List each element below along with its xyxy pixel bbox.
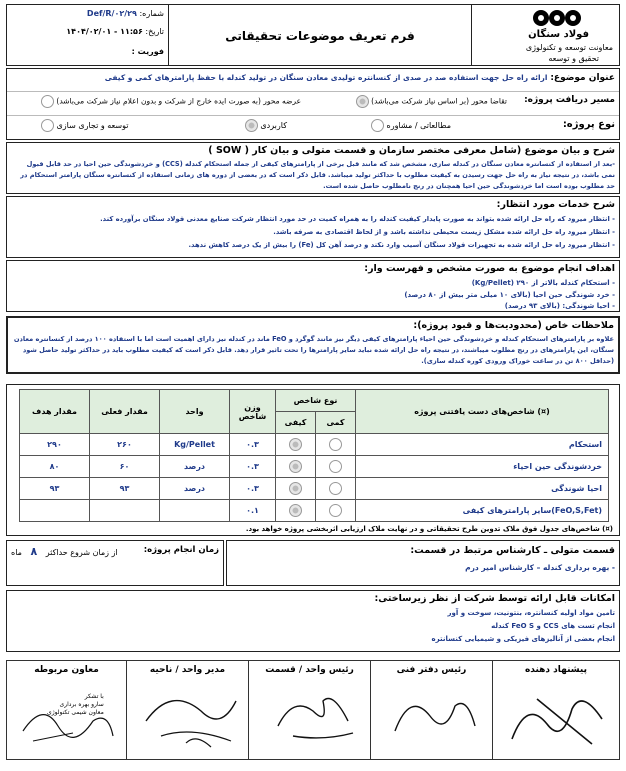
receive-supply-radio[interactable]: [41, 95, 54, 108]
dept-line-2: تحقیق و توسعه: [548, 54, 599, 63]
expert-section: [226, 540, 620, 586]
indicator-name: استحکام: [356, 434, 609, 456]
approval-stamp: با تشکر سارو بهره برداری معاون شیمی تکنولوژی: [47, 693, 104, 716]
qual-radio[interactable]: [289, 482, 302, 495]
current-cell: [90, 500, 160, 522]
table-row: [20, 500, 609, 522]
type-applied-label: کاربردی: [260, 121, 287, 130]
signature-mark: [253, 681, 369, 751]
indicator-name: احیا شوندگی: [356, 478, 609, 500]
signature-title: پیشنهاد دهنده: [524, 665, 587, 675]
indicator-name: سایر پارامترهای کیفی(FeO,S,Fet): [356, 500, 609, 522]
receive-option-demand[interactable]: [356, 95, 507, 108]
unit-cell: [160, 500, 230, 522]
signature-title: مدیر واحد / ناحیه: [149, 665, 226, 675]
subject-label: عنوان موضوع:: [550, 73, 615, 83]
table-row: [20, 434, 609, 456]
signature-box-manager: [127, 660, 249, 760]
type-study-radio[interactable]: [371, 119, 384, 132]
signature-box-deputy: [6, 660, 127, 760]
header-quant: کمی: [316, 412, 356, 434]
duration-label: زمان انجام پروژه:: [143, 545, 219, 555]
goals-line-1: - استحکام کندله بالاتر از ۲۹۰ (Kg/Pellet): [471, 279, 615, 287]
receive-label: مسیر دریافت پروژه:: [524, 95, 615, 105]
type-option-commercial[interactable]: [41, 119, 128, 132]
signature-box-tech-office: [371, 660, 493, 760]
notes-section: [6, 316, 620, 374]
facilities-line-1: تامین مواد اولیه کنسانتره، بنتونیت، سوخت و آور: [447, 609, 615, 617]
header-type: نوع شاخص: [276, 390, 356, 412]
target-cell: ۸۰: [20, 456, 90, 478]
quant-radio[interactable]: [329, 460, 342, 473]
qual-radio[interactable]: [289, 504, 302, 517]
facilities-line-2: انجام تست های CCS و FeO S کندله: [491, 622, 615, 630]
notes-title: ملاحظات خاص (محدودیت‌ها و قیود پروژه):: [413, 320, 614, 331]
signature-mark: [13, 691, 123, 751]
target-cell: ۹۳: [20, 478, 90, 500]
number-value: Def/R/۰۲/۲۹: [86, 9, 137, 18]
facilities-section: [6, 590, 620, 652]
services-section: [6, 196, 620, 258]
qual-radio[interactable]: [289, 460, 302, 473]
duration-unit: ماه: [11, 548, 22, 557]
indicators-table: [19, 389, 609, 522]
subject-text: ارائه راه حل جهت استفاده صد در صدی از کنسانتره تولیدی معادن سنگان در تولید کندله با حفظ پارامترهای کمی و کیفی: [104, 73, 548, 82]
date-value: ۱۱:۵۶ - ۱۴۰۴/۰۲/۰۱: [66, 27, 143, 36]
meta-block: [7, 5, 169, 65]
signature-box-unit-head: [249, 660, 371, 760]
receive-supply-label: عرضه محور (به صورت ایده خارج از شرکت و بدون اعلام نیاز شرکت می‌باشد): [56, 96, 302, 106]
table-row: [20, 478, 609, 500]
type-applied-radio[interactable]: [245, 119, 258, 132]
current-cell: ۹۳: [90, 478, 160, 500]
indicator-name: خردشوندگی حین احیاء: [356, 456, 609, 478]
signature-mark: [375, 681, 491, 751]
header: [6, 4, 620, 66]
services-line-1: - انتظار میرود که راه حل ارائه شده بتواند به صورت پایدار کیفیت کندله را به همراه کمیت در حد مورد انتظار شرکت صنایع معدنی فولاد سنگان برآورده کند.: [100, 215, 615, 223]
type-option-applied[interactable]: [245, 119, 287, 132]
quant-cell: [316, 478, 356, 500]
sow-section: [6, 142, 620, 194]
company-logo: [527, 7, 587, 29]
header-qual: کیفی: [276, 412, 316, 434]
unit-cell: Kg/Pellet: [160, 434, 230, 456]
number-label: شماره:: [139, 9, 164, 18]
signature-mark: [497, 679, 617, 754]
duration-text: از زمان شروع حداکثر: [45, 548, 118, 557]
unit-cell: درصد: [160, 478, 230, 500]
signature-title: معاون مربوطه: [34, 665, 99, 675]
header-weight: وزن شاخص: [230, 390, 276, 434]
expert-title: قسمت متولی ـ کارشناس مرتبط در قسمت:: [410, 545, 615, 556]
type-commercial-radio[interactable]: [41, 119, 54, 132]
qual-cell: [276, 478, 316, 500]
dept-line-1: معاونت توسعه و تکنولوژی: [525, 43, 613, 52]
receive-demand-radio[interactable]: [356, 95, 369, 108]
header-current: مقدار فعلی: [90, 390, 160, 434]
receive-demand-label: تقاضا محور (بر اساس نیاز شرکت می‌باشد): [371, 96, 507, 106]
quant-radio[interactable]: [329, 504, 342, 517]
weight-cell: ۰.۱: [230, 500, 276, 522]
table-note: (¤) شاخص‌های جدول فوق ملاک تدوین طرح تحقیقاتی و در نهایت ملاک ارزیابی اثربخشی پروژه خواهد بود.: [245, 525, 613, 533]
services-line-3: - انتظار میرود راه حل ارائه شده به تجهیزات فولاد سنگان آسیب وارد نکند و درصد آهن کل (Fe) را بیش از یک درصد کاهش ندهد.: [188, 241, 615, 249]
services-line-2: - انتظار میرود راه حل ارائه شده مشکل زیست محیطی نداشته باشد و از لحاظ اقتصادی به صرفه باشد.: [273, 228, 615, 236]
goals-line-3: - احیا شوندگی: (بالای ۹۳ درصد): [504, 302, 615, 310]
expert-text: - بهره برداری کندله – کارشناس امیر درم: [465, 563, 615, 572]
urgency-label: فوریت :: [131, 47, 164, 56]
date-label: تاریخ:: [145, 27, 164, 36]
quant-cell: [316, 456, 356, 478]
indicators-section: [6, 384, 620, 536]
signature-title: رئیس واحد / قسمت: [265, 665, 354, 675]
duration-section: [6, 540, 224, 586]
type-study-label: مطالعاتی / مشاوره: [386, 121, 451, 130]
company-name: فولاد سنگان: [528, 29, 589, 40]
qual-radio[interactable]: [289, 438, 302, 451]
quant-cell: [316, 500, 356, 522]
current-cell: ۲۶۰: [90, 434, 160, 456]
sow-text: -بعد از استفاده از کنسانتره معادن سنگان در کندله سازی، مشخص شد که مانند قبل برخی از پارامترهای کیفی از جمله استحکام کندله (CCS) و خردشوندگی حین احیا در حد قابل قبول نمی باشد، در نتیجه نیاز به راه حل جهت رسیدن به کیفیت مطلوب با حداکثر تولید میباشد. قابل ذکر است که در بعضی از دوره های زمانی استفاده از کنسانتره سنگان پارامتر استحکام در حد مطلوب بوده است اما خردشوندگی حین احیا همچنان در رنج نامطلوب حاصل شده است.: [20, 160, 615, 190]
signature-title: رئیس دفتر فنی: [396, 665, 467, 675]
facilities-line-3: انجام بعضی از آنالیزهای فیزیکی و شیمیایی کنسانتره: [431, 635, 615, 643]
weight-cell: ۰.۳: [230, 478, 276, 500]
qual-cell: [276, 434, 316, 456]
qual-cell: [276, 500, 316, 522]
unit-cell: درصد: [160, 456, 230, 478]
logo-block: [471, 5, 619, 65]
duration-value: ۸: [30, 545, 38, 558]
current-cell: ۶۰: [90, 456, 160, 478]
goals-title: اهداف انجام موضوع به صورت مشخص و فهرست وار:: [364, 263, 615, 274]
target-cell: ۲۹۰: [20, 434, 90, 456]
qual-cell: [276, 456, 316, 478]
header-target: مقدار هدف: [20, 390, 90, 434]
header-unit: واحد: [160, 390, 230, 434]
signature-mark: [131, 681, 247, 751]
table-row: [20, 456, 609, 478]
target-cell: [20, 500, 90, 522]
quant-radio[interactable]: [329, 438, 342, 451]
quant-cell: [316, 434, 356, 456]
goals-section: [6, 260, 620, 312]
weight-cell: ۰.۳: [230, 434, 276, 456]
type-option-study[interactable]: [371, 119, 451, 132]
type-commercial-label: توسعه و تجاری سازی: [56, 121, 129, 130]
type-label: نوع پروژه:: [562, 119, 615, 130]
notes-text: علاوه بر پارامترهای استحکام کندله و خردشوندگی حین احیاء پارامترهای کیفی دیگر نیز مانند گوگرد و FeO ماند در کندله نیز دارای اهمیت است اما با استفاده ۱۰۰ درصد از کنسانتره معادن سنگان، این پارامترهای در رنج مطلوب میباشند، در نتیجه راه حل ارائه شده نباید سایر پارامترها را تحت تاثیر قرار دهد. قابل ذکر است که کیفیت مطلوب باید در حداکثر تولید حاصل شود (حداقل ۸۰۰ تن در ساعت خوراک ورودی کوره کندله سازی).: [13, 335, 614, 365]
receive-option-supply[interactable]: [41, 95, 301, 108]
signature-box-proposer: [493, 660, 620, 760]
goals-line-2: - خرد شوندگی حین احیا (بالای ۱۰ میلی متر بیش از ۸۰ درصد): [404, 291, 615, 299]
quant-radio[interactable]: [329, 482, 342, 495]
form-title: فرم تعریف موضوعات تحقیقاتی: [225, 29, 415, 43]
facilities-title: امکانات قابل ارائه توسط شرکت از نظر زیرساختی:: [374, 593, 615, 604]
weight-cell: ۰.۳: [230, 456, 276, 478]
header-name: شاخص‌های دست یافتنی پروژه (¤): [356, 390, 609, 434]
sow-title: شرح و بیان موضوع (شامل معرفی مختصر سازمان و قسمت متولی و بیان کار ( SOW ): [208, 145, 615, 156]
project-info: [6, 68, 620, 140]
services-title: شرح خدمات مورد انتظار:: [496, 199, 615, 210]
